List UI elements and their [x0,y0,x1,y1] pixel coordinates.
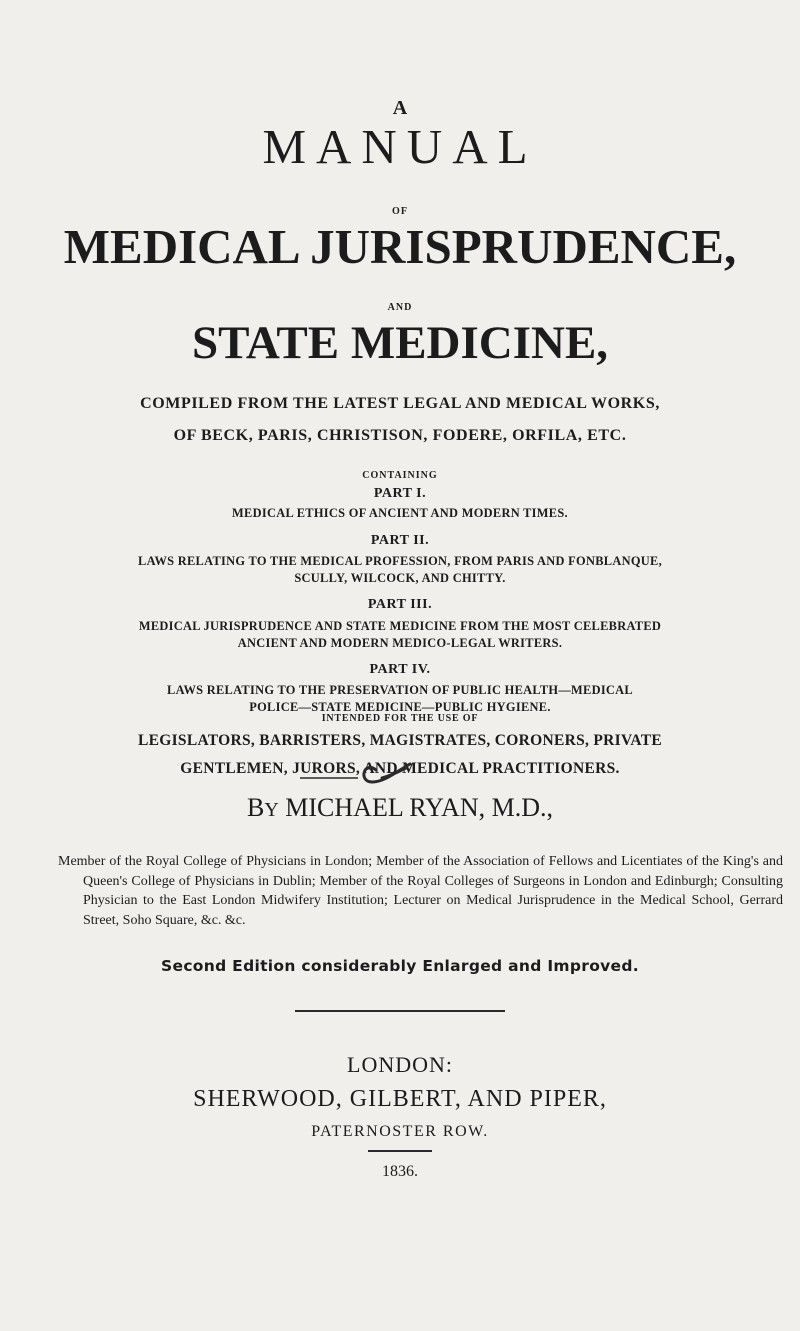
imprint-address: PATERNOSTER ROW. [311,1123,489,1140]
containing-label: CONTAINING [362,470,438,481]
imprint-publisher: SHERWOOD, GILBERT, AND PIPER, [193,1086,607,1112]
author-credentials: Member of the Royal College of Physicians in London; Member of the Association of Fellows and Licentiates of the King's and Queen's College of Physicians in Dublin; Member of the Royal Colleges of Surgeons in London and Edinburgh; Consulting Physician to the East London Midwifery Institution; Lecturer on Medical Jurisprudence in the Medical School, Gerrard Street, Soho Square, &c. &c. [58,854,783,928]
part-4-heading: PART IV. [369,662,431,677]
audience-line-2: GENTLEMEN, JURORS, AND MEDICAL PRACTITIONERS. [180,760,620,777]
part-2-line-1: LAWS RELATING TO THE MEDICAL PROFESSION, FROM PARIS AND FONBLANQUE, [138,554,662,568]
compiled-line-2: OF BECK, PARIS, CHRISTISON, FODERE, ORFILA, ETC. [173,427,627,444]
part-1-line-1: MEDICAL ETHICS OF ANCIENT AND MODERN TIMES. [232,506,568,520]
connector-and: AND [387,302,413,313]
imprint-place: LONDON: [347,1052,453,1077]
imprint-year: 1836. [382,1163,418,1180]
compiled-line-1: COMPILED FROM THE LATEST LEGAL AND MEDICAL WORKS, [140,395,660,412]
edition-statement: Second Edition considerably Enlarged and Improved. [161,957,639,975]
title-subject-2: STATE MEDICINE, [191,317,609,369]
divider-rule [295,1010,505,1012]
flourish-swash [364,764,410,782]
part-3-heading: PART III. [367,597,433,612]
part-3-line-1: MEDICAL JURISPRUDENCE AND STATE MEDICINE FROM THE MOST CELEBRATED [138,619,662,633]
author-by-cap: B [246,793,265,822]
title-main: MANUAL [262,119,538,174]
part-4-line-1: LAWS RELATING TO THE PRESERVATION OF PUBLIC HEALTH—MEDICAL [167,683,633,697]
audience-line-1: LEGISLATORS, BARRISTERS, MAGISTRATES, CORONERS, PRIVATE [137,732,663,749]
intended-label: INTENDED FOR THE USE OF [321,713,479,724]
title-subject: MEDICAL JURISPRUDENCE, [63,219,737,274]
author-name: MICHAEL RYAN, M.D., [285,793,553,822]
part-1-heading: PART I. [373,486,427,501]
ornamental-flourish [300,758,520,792]
part-4-line-2: POLICE—STATE MEDICINE—PUBLIC HYGIENE. [249,700,551,714]
author-line [0,793,800,823]
connector-of: OF [392,206,408,217]
part-3-line-2: ANCIENT AND MODERN MEDICO-LEGAL WRITERS. [237,636,563,650]
author-by-rest: Y [264,799,279,821]
part-2-line-2: SCULLY, WILCOCK, AND CHITTY. [294,571,506,585]
part-2-heading: PART II. [370,533,430,548]
short-divider-rule [368,1150,432,1152]
title-article: A [392,97,408,119]
